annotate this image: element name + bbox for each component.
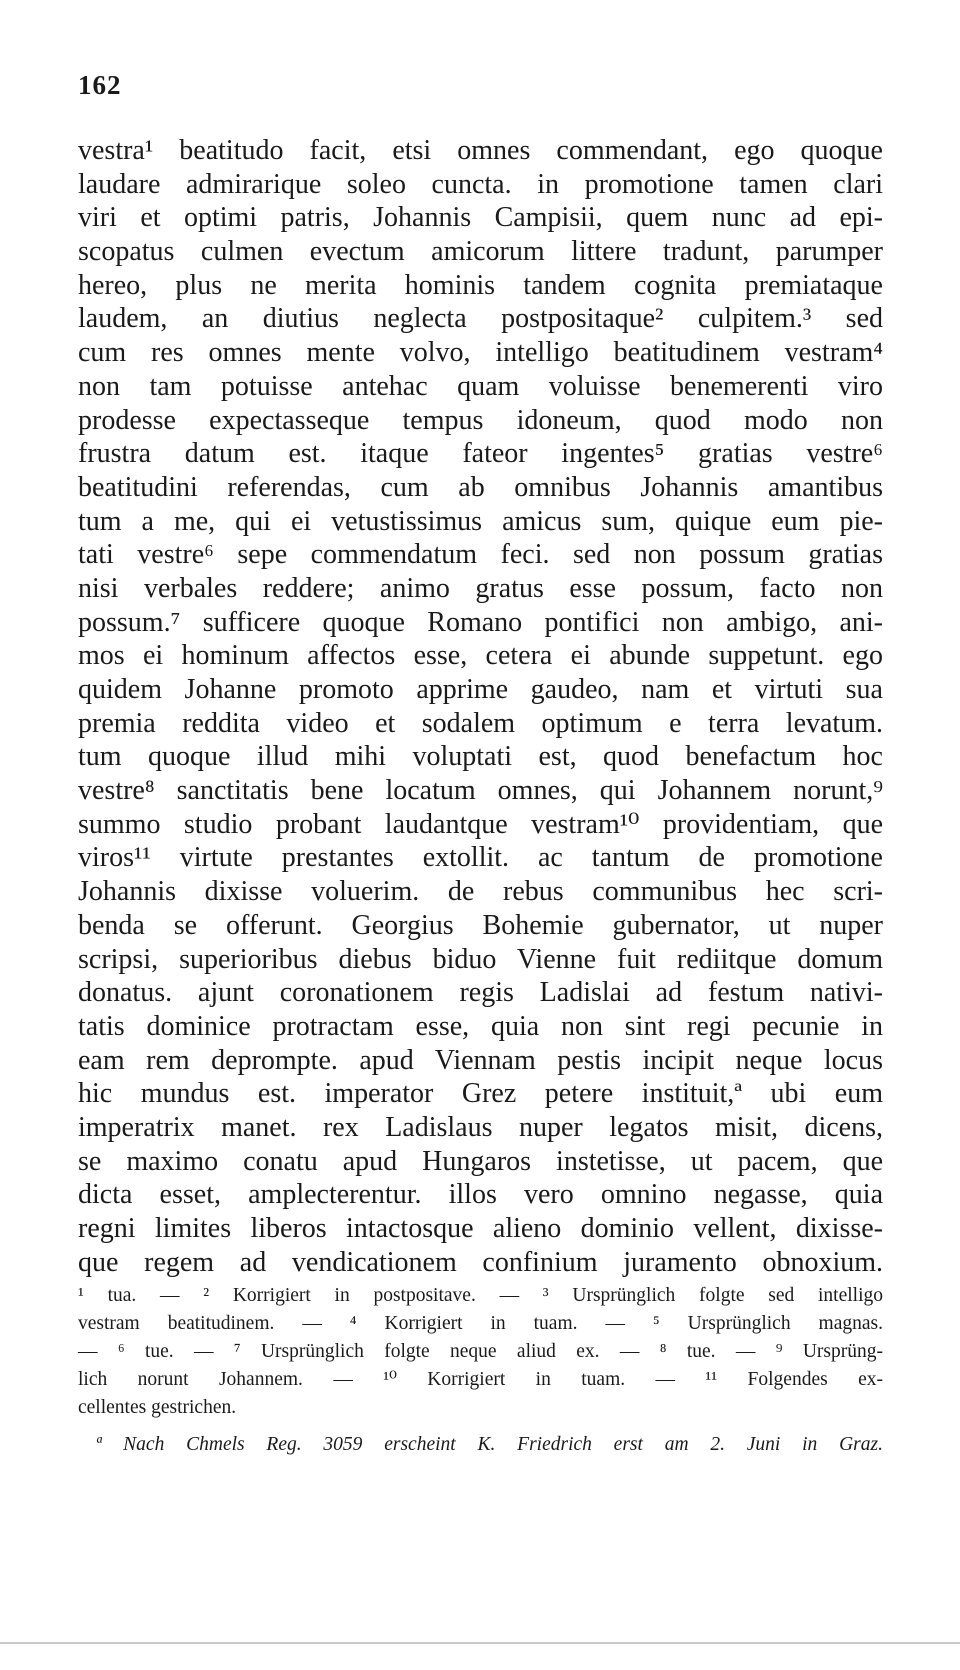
body-line: laudem, an diutius neglecta postpositaque² culpitem.³ sed bbox=[78, 303, 883, 335]
body-line: mos ei hominum affectos esse, cetera ei abunde suppetunt. ego bbox=[78, 640, 883, 672]
body-line: possum.⁷ sufficere quoque Romano pontifici non ambigo, ani- bbox=[78, 606, 883, 638]
body-line: tatis dominice protractam esse, quia non sint regi pecunie in bbox=[78, 1010, 883, 1042]
page-number: 162 bbox=[78, 70, 122, 100]
body-line: tum quoque illud mihi voluptati est, quod benefactum hoc bbox=[78, 741, 883, 773]
body-line: viros¹¹ virtute prestantes extollit. ac tantum de promotione bbox=[78, 842, 883, 874]
body-line: summo studio probant laudantque vestram¹⁰ providentiam, que bbox=[78, 808, 883, 840]
body-line: nisi verbales reddere; animo gratus esse possum, facto non bbox=[78, 572, 883, 604]
body-line: beatitudini referendas, cum ab omnibus Johannis amantibus bbox=[78, 471, 883, 503]
body-line: benda se offerunt. Georgius Bohemie gubernator, ut nuper bbox=[78, 909, 883, 941]
body-line: regni limites liberos intactosque alieno dominio vellent, dixisse- bbox=[78, 1213, 883, 1244]
footnote-line: — ⁶ tue. — ⁷ Ursprünglich folgte neque aliud ex. — ⁸ tue. — ⁹ Ursprüng- bbox=[78, 1341, 883, 1362]
body-line: donatus. ajunt coronationem regis Ladislai ad festum nativi- bbox=[78, 977, 883, 1009]
body-line: hereo, plus ne merita hominis tandem cognita premiataque bbox=[78, 269, 883, 301]
body-line: frustra datum est. itaque fateor ingentes⁵ gratias vestre⁶ bbox=[78, 438, 883, 470]
footnotes bbox=[78, 1282, 883, 1422]
body-line: prodesse expectasseque tempus idoneum, quod modo non bbox=[78, 404, 883, 436]
body-line: viri et optimi patris, Johannis Campisii, quem nunc ad epi- bbox=[78, 202, 883, 234]
body-line: tati vestre⁶ sepe commendatum feci. sed non possum gratias bbox=[78, 539, 883, 571]
body-line: scripsi, superioribus diebus biduo Vienne fuit rediitque domum bbox=[78, 943, 883, 975]
body-line: laudare admirarique soleo cuncta. in promotione tamen clari bbox=[78, 168, 883, 200]
body-line: tum a me, qui ei vetustissimus amicus sum, quique eum pie- bbox=[78, 505, 883, 537]
body-line: non tam potuisse antehac quam voluisse benemerenti viro bbox=[78, 370, 883, 402]
body-line: que regem ad vendicationem confinium juramento obnoxium. bbox=[78, 1246, 883, 1278]
body-line: scopatus culmen evectum amicorum littere tradunt, parumper bbox=[78, 236, 883, 268]
body-line: hic mundus est. imperator Grez petere instituit,ª ubi eum bbox=[78, 1078, 883, 1110]
scan-edge-divider bbox=[0, 1642, 960, 1644]
footnote-line: ¹ tua. — ² Korrigiert in postpositave. — ³ Ursprünglich folgte sed intelligo bbox=[78, 1285, 883, 1306]
body-line: Johannis dixisse voluerim. de rebus communibus hec scri- bbox=[78, 876, 883, 908]
body-line: vestre⁸ sanctitatis bene locatum omnes, qui Johannem norunt,⁹ bbox=[78, 775, 883, 807]
body-line: dicta esset, amplecterentur. illos vero omnino negasse, quia bbox=[78, 1179, 883, 1211]
body-text bbox=[78, 134, 883, 1279]
body-line: quidem Johanne promoto apprime gaudeo, nam et virtuti sua bbox=[78, 674, 883, 705]
body-line: vestra¹ beatitudo facit, etsi omnes commendant, ego quoque bbox=[78, 135, 883, 166]
body-line: eam rem deprompte. apud Viennam pestis incipit neque locus bbox=[78, 1044, 883, 1076]
body-line: cum res omnes mente volvo, intelligo beatitudinem vestram⁴ bbox=[78, 337, 883, 369]
body-line: se maximo conatu apud Hungaros instetisse, ut pacem, que bbox=[78, 1145, 883, 1177]
footnote-line: vestram beatitudinem. — ⁴ Korrigiert in tuam. — ⁵ Ursprünglich magnas. bbox=[78, 1313, 883, 1334]
editorial-note: ª Nach Chmels Reg. 3059 erscheint K. Friedrich erst am 2. Juni in Graz. bbox=[96, 1434, 883, 1455]
body-line: premia reddita video et sodalem optimum e terra levatum. bbox=[78, 707, 883, 739]
body-line: imperatrix manet. rex Ladislaus nuper legatos misit, dicens, bbox=[78, 1111, 883, 1143]
footnote-line: lich norunt Johannem. — ¹⁰ Korrigiert in tuam. — ¹¹ Folgendes ex- bbox=[78, 1369, 883, 1390]
footnote-line: cellentes gestrichen. bbox=[78, 1397, 237, 1418]
